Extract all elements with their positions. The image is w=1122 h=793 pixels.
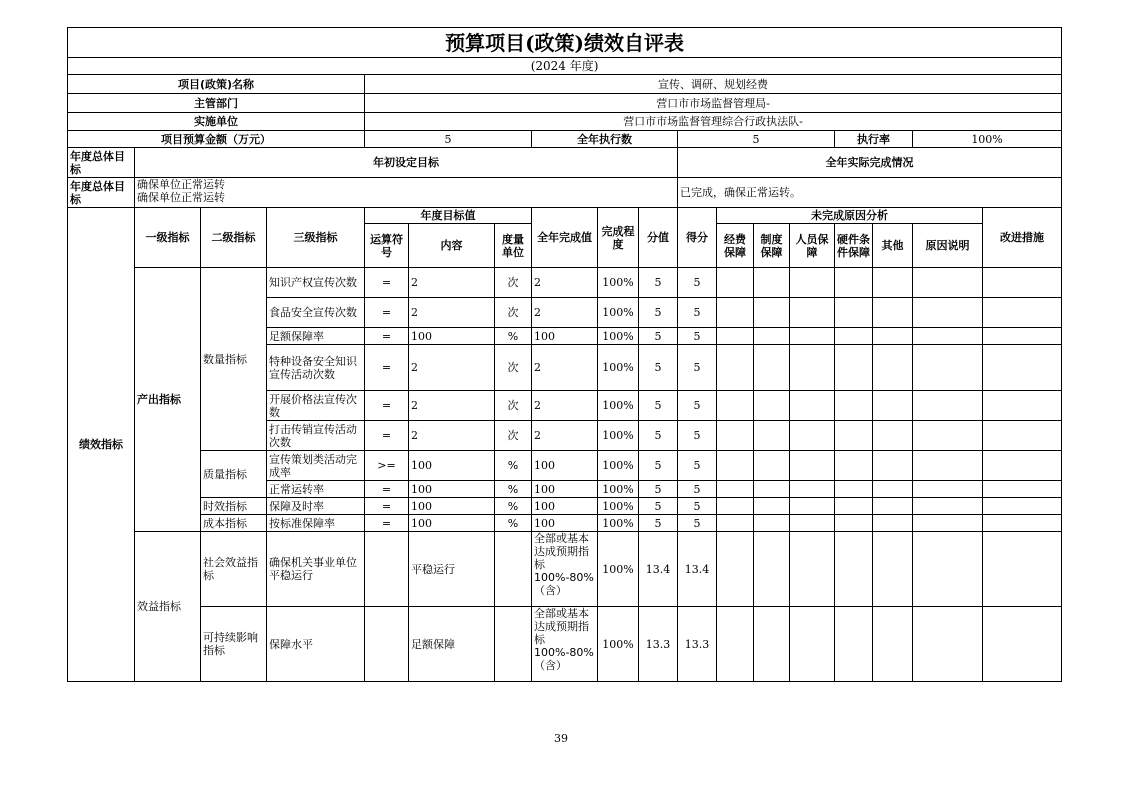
header-reason-other: 其他 (873, 224, 913, 268)
indicator-completion: 100% (598, 298, 639, 328)
indicator-value: 5 (639, 451, 678, 481)
indicator-unit: 次 (495, 345, 532, 391)
indicator-completion: 100% (598, 345, 639, 391)
indicator-value: 5 (639, 298, 678, 328)
header-reason-staff: 人员保障 (790, 224, 835, 268)
indicator-content: 100 (409, 451, 495, 481)
indicator-actual: 100 (532, 481, 598, 498)
indicator-score: 5 (678, 451, 717, 481)
indicator-op: = (365, 421, 409, 451)
indicator-name: 宣传策划类活动完成率 (267, 451, 365, 481)
indicator-actual: 全部或基本达成预期指标100%-80%（含） (534, 607, 594, 672)
budget-value: 5 (365, 131, 532, 148)
header-score: 得分 (678, 208, 717, 268)
initial-goal-header: 年初设定目标 (135, 148, 678, 178)
indicator-op: = (365, 345, 409, 391)
header-target: 年度目标值 (365, 208, 532, 224)
group-quality: 质量指标 (201, 451, 267, 498)
indicator-value: 5 (639, 498, 678, 515)
indicator-op (365, 607, 409, 682)
indicator-unit: % (495, 515, 532, 532)
impl-label: 实施单位 (68, 113, 365, 131)
group-cost: 成本指标 (201, 515, 267, 532)
indicator-completion: 100% (598, 391, 639, 421)
indicator-content: 2 (409, 345, 495, 391)
indicator-content: 足额保障 (409, 607, 495, 682)
indicator-unit: 次 (495, 298, 532, 328)
indicator-content: 2 (409, 298, 495, 328)
header-level1: 一级指标 (135, 208, 201, 268)
indicator-name: 知识产权宣传次数 (267, 268, 365, 298)
header-op: 运算符号 (365, 224, 409, 268)
indicator-value: 13.3 (639, 607, 678, 682)
indicator-name: 保障及时率 (267, 498, 365, 515)
indicator-completion: 100% (598, 481, 639, 498)
indicator-score: 5 (678, 421, 717, 451)
indicator-actual: 2 (532, 345, 598, 391)
indicator-unit: % (495, 451, 532, 481)
header-content: 内容 (409, 224, 495, 268)
indicator-completion: 100% (598, 451, 639, 481)
header-reason: 未完成原因分析 (717, 208, 983, 224)
dept-label: 主管部门 (68, 94, 365, 113)
indicator-actual: 2 (532, 268, 598, 298)
performance-table-sheet (67, 27, 1057, 682)
indicator-value: 5 (639, 391, 678, 421)
header-reason-fund: 经费保障 (717, 224, 754, 268)
performance-table (67, 27, 1062, 682)
indicator-name: 确保机关事业单位平稳运行 (267, 532, 365, 607)
indicator-value: 5 (639, 481, 678, 498)
rate-value: 100% (913, 131, 1062, 148)
indicator-unit: % (495, 481, 532, 498)
group-benefit: 效益指标 (135, 532, 201, 682)
indicator-score: 5 (678, 481, 717, 498)
project-name-label: 项目(政策)名称 (68, 75, 365, 94)
indicator-value: 5 (639, 421, 678, 451)
indicator-op: = (365, 515, 409, 532)
indicator-score: 5 (678, 328, 717, 345)
indicator-content: 2 (409, 421, 495, 451)
indicator-content: 100 (409, 515, 495, 532)
indicator-score: 5 (678, 515, 717, 532)
indicator-value: 5 (639, 268, 678, 298)
page-title: 预算项目(政策)绩效自评表 (68, 28, 1062, 58)
group-timeliness: 时效指标 (201, 498, 267, 515)
indicator-actual: 2 (532, 298, 598, 328)
indicator-score: 5 (678, 298, 717, 328)
goal-label-2: 年度总体目标 (68, 178, 135, 208)
group-output: 产出指标 (135, 268, 201, 532)
initial-goal-text: 确保单位正常运转 确保单位正常运转 (135, 178, 678, 208)
indicator-op (365, 532, 409, 607)
indicator-op: = (365, 268, 409, 298)
indicator-content: 平稳运行 (409, 532, 495, 607)
indicator-content: 2 (409, 268, 495, 298)
indicator-name: 开展价格法宣传次数 (267, 391, 365, 421)
indicator-score: 13.3 (678, 607, 717, 682)
indicator-name: 打击传销宣传活动次数 (267, 421, 365, 451)
indicator-unit (495, 532, 532, 607)
header-score-value: 分值 (639, 208, 678, 268)
indicator-value: 5 (639, 345, 678, 391)
header-actual: 全年完成值 (532, 208, 598, 268)
exec-value: 5 (678, 131, 835, 148)
indicator-op: >= (365, 451, 409, 481)
indicator-completion: 100% (598, 515, 639, 532)
year-subtitle: (2024 年度) (68, 58, 1062, 75)
exec-label: 全年执行数 (532, 131, 678, 148)
indicator-name: 特种设备安全知识宣传活动次数 (267, 345, 365, 391)
indicator-op: = (365, 498, 409, 515)
header-reason-note: 原因说明 (913, 224, 983, 268)
actual-goal-header: 全年实际完成情况 (678, 148, 1062, 178)
indicator-unit: % (495, 328, 532, 345)
indicator-actual: 100 (532, 328, 598, 345)
goal-label: 年度总体目标 (68, 148, 135, 178)
indicator-value: 13.4 (639, 532, 678, 607)
indicator-actual: 2 (532, 391, 598, 421)
indicator-op: = (365, 391, 409, 421)
indicator-name: 食品安全宣传次数 (267, 298, 365, 328)
group-social: 社会效益指标 (201, 532, 267, 607)
indicator-completion: 100% (598, 498, 639, 515)
header-level2: 二级指标 (201, 208, 267, 268)
header-reason-hardware: 硬件条件保障 (835, 224, 873, 268)
header-unit: 度量单位 (495, 224, 532, 268)
indicator-score: 5 (678, 268, 717, 298)
indicator-actual: 2 (532, 421, 598, 451)
dept-value: 营口市市场监督管理局- (365, 94, 1062, 113)
indicator-op: = (365, 298, 409, 328)
header-level3: 三级指标 (267, 208, 365, 268)
budget-label: 项目预算金额（万元） (68, 131, 365, 148)
indicator-unit: 次 (495, 421, 532, 451)
indicator-unit (495, 607, 532, 682)
indicator-actual: 100 (532, 451, 598, 481)
indicator-content: 100 (409, 328, 495, 345)
actual-goal-text: 已完成，确保正常运转。 (678, 178, 1062, 208)
impl-value: 营口市市场监督管理综合行政执法队- (365, 113, 1062, 131)
indicator-unit: 次 (495, 391, 532, 421)
indicator-name: 保障水平 (267, 607, 365, 682)
indicator-name: 按标准保障率 (267, 515, 365, 532)
indicator-score: 13.4 (678, 532, 717, 607)
indicator-completion: 100% (598, 532, 639, 607)
indicator-unit: 次 (495, 268, 532, 298)
indicator-content: 100 (409, 481, 495, 498)
indicator-name: 正常运转率 (267, 481, 365, 498)
project-name-value: 宣传、调研、规划经费 (365, 75, 1062, 94)
indicator-actual: 100 (532, 498, 598, 515)
indicator-op: = (365, 481, 409, 498)
indicator-completion: 100% (598, 268, 639, 298)
indicator-value: 5 (639, 328, 678, 345)
header-reason-system: 制度保障 (754, 224, 790, 268)
indicator-op: = (365, 328, 409, 345)
rate-label: 执行率 (835, 131, 913, 148)
indicator-completion: 100% (598, 328, 639, 345)
indicator-value: 5 (639, 515, 678, 532)
page-number: 39 (554, 732, 568, 745)
indicator-content: 2 (409, 391, 495, 421)
indicator-actual: 100 (532, 515, 598, 532)
indicator-completion: 100% (598, 421, 639, 451)
indicator-unit: % (495, 498, 532, 515)
indicator-completion: 100% (598, 607, 639, 682)
header-improve: 改进措施 (983, 208, 1062, 268)
indicator-actual: 全部或基本达成预期指标100%-80%（含） (534, 532, 594, 597)
header-completion: 完成程度 (598, 208, 639, 268)
group-quantity: 数量指标 (201, 268, 267, 451)
indicator-score: 5 (678, 391, 717, 421)
perf-indicator-label: 绩效指标 (68, 208, 135, 682)
indicator-score: 5 (678, 498, 717, 515)
indicator-content: 100 (409, 498, 495, 515)
group-sustain: 可持续影响指标 (201, 607, 267, 682)
indicator-name: 足额保障率 (267, 328, 365, 345)
indicator-score: 5 (678, 345, 717, 391)
